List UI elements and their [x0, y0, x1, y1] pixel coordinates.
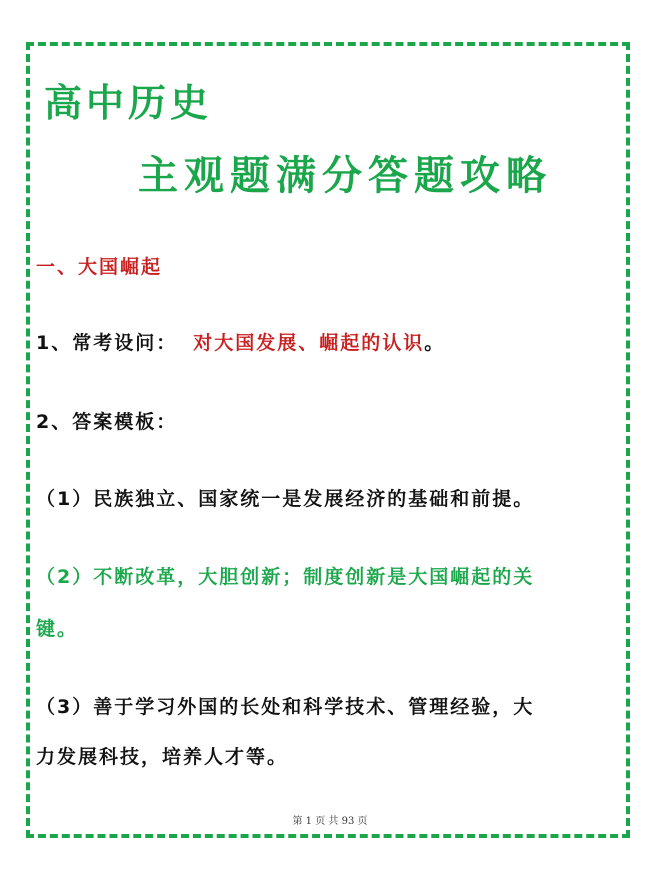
- section-heading: 一、大国崛起: [36, 256, 163, 278]
- point-1: （1）民族独立、国家统一是发展经济的基础和前提。: [36, 488, 535, 510]
- point-2-line-2: 键。: [36, 618, 79, 640]
- title-line-1: 高中历史: [44, 81, 213, 125]
- point-3-line-2: 力发展科技，培养人才等。: [36, 746, 289, 768]
- question-1-value: 对大国发展、崛起的认识: [193, 332, 425, 354]
- answer-template-label: 2、答案模板：: [36, 411, 178, 433]
- title-line-2: 主观题满分答题攻略: [138, 153, 552, 199]
- question-1: [36, 328, 445, 355]
- question-1-end: 。: [424, 332, 446, 354]
- page-number: 第 1 页 共 93 页: [292, 816, 368, 827]
- point-3-line-1: （3）善于学习外国的长处和科学技术、管理经验，大: [36, 696, 535, 718]
- question-1-label: 1、常考设问：: [36, 332, 178, 354]
- point-2-line-1: （2）不断改革，大胆创新；制度创新是大国崛起的关: [36, 566, 535, 588]
